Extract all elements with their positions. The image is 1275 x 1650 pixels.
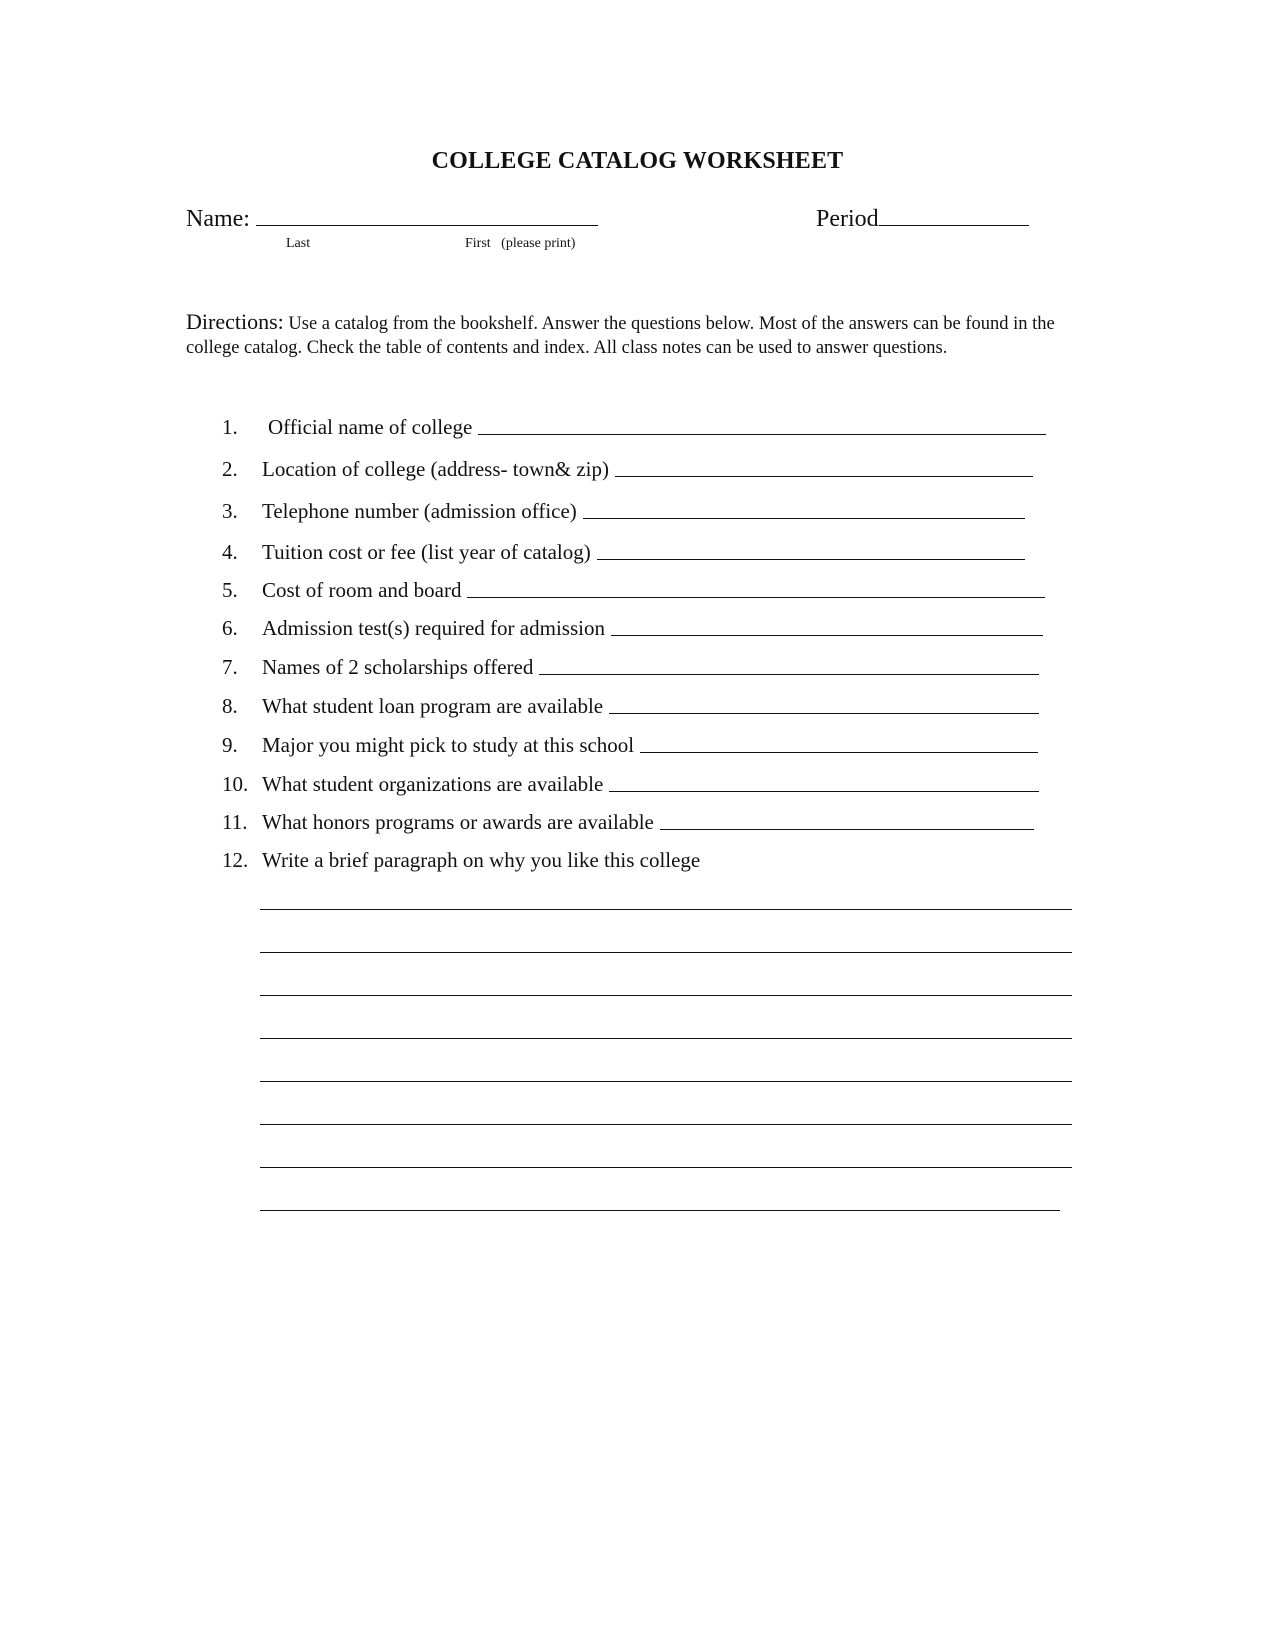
paragraph-line-1[interactable] (260, 908, 1072, 910)
question-7 (222, 652, 1039, 680)
question-text: Cost of room and board (262, 578, 462, 602)
paragraph-line-4[interactable] (260, 1037, 1072, 1039)
paragraph-line-5[interactable] (260, 1080, 1072, 1082)
answer-line[interactable] (539, 673, 1039, 675)
answer-line[interactable] (609, 712, 1039, 714)
question-5 (222, 575, 1045, 603)
question-1 (222, 412, 1046, 440)
question-number: 7. (222, 655, 238, 679)
question-number: 1. (222, 415, 238, 439)
question-number: 10. (222, 772, 249, 796)
question-12 (222, 845, 700, 873)
question-text: Major you might pick to study at this school (262, 733, 635, 757)
answer-line[interactable] (467, 596, 1045, 598)
question-text: What student organizations are available (262, 772, 604, 796)
period-row (816, 206, 1029, 233)
answer-line[interactable] (597, 558, 1025, 560)
answer-line[interactable] (609, 790, 1039, 792)
answer-line[interactable] (478, 433, 1046, 435)
question-text: Location of college (address- town& zip) (262, 457, 609, 481)
page-title: COLLEGE CATALOG WORKSHEET (431, 148, 844, 174)
question-9 (222, 730, 1038, 758)
question-3 (222, 496, 1025, 524)
answer-line[interactable] (583, 517, 1025, 519)
last-name-caption: Last (286, 236, 311, 251)
question-number: 12. (222, 848, 249, 872)
paragraph-line-3[interactable] (260, 994, 1072, 996)
question-4 (222, 537, 1025, 565)
period-label: Period (816, 206, 879, 232)
question-number: 5. (222, 578, 238, 602)
answer-line[interactable] (611, 634, 1043, 636)
answer-line[interactable] (640, 751, 1038, 753)
question-text: Telephone number (admission office) (262, 499, 577, 523)
question-6 (222, 613, 1043, 641)
name-field[interactable] (256, 224, 598, 226)
answer-line[interactable] (615, 475, 1033, 477)
question-text: Write a brief paragraph on why you like this college (262, 848, 701, 872)
directions-label: Directions: (186, 309, 284, 334)
paragraph-line-8[interactable] (260, 1209, 1060, 1211)
first-name-caption: First (please print) (465, 236, 576, 251)
period-field[interactable] (879, 224, 1029, 226)
question-text: What honors programs or awards are available (262, 810, 654, 834)
paragraph-line-7[interactable] (260, 1166, 1072, 1168)
question-number: 11. (222, 810, 248, 834)
question-10 (222, 769, 1039, 797)
name-row (186, 206, 598, 233)
paragraph-line-6[interactable] (260, 1123, 1072, 1125)
question-number: 4. (222, 540, 238, 564)
question-number: 3. (222, 499, 238, 523)
question-text: Tuition cost or fee (list year of catalog) (262, 540, 591, 564)
name-label: Name: (186, 206, 250, 232)
question-text: What student loan program are available (262, 694, 604, 718)
directions (186, 310, 1066, 360)
paragraph-line-2[interactable] (260, 951, 1072, 953)
question-2 (222, 454, 1033, 482)
question-8 (222, 691, 1039, 719)
question-number: 6. (222, 616, 238, 640)
directions-text: Use a catalog from the bookshelf. Answer the questions below. Most of the answers can be found in the college catalog. Check the table of contents and index. All class notes can be used to answer questions. (186, 314, 1055, 358)
question-11 (222, 807, 1034, 835)
question-number: 8. (222, 694, 238, 718)
question-text: Names of 2 scholarships offered (262, 655, 534, 679)
question-text: Official name of college (268, 415, 473, 439)
answer-line[interactable] (660, 828, 1034, 830)
question-number: 9. (222, 733, 238, 757)
question-number: 2. (222, 457, 238, 481)
question-text: Admission test(s) required for admission (262, 616, 605, 640)
